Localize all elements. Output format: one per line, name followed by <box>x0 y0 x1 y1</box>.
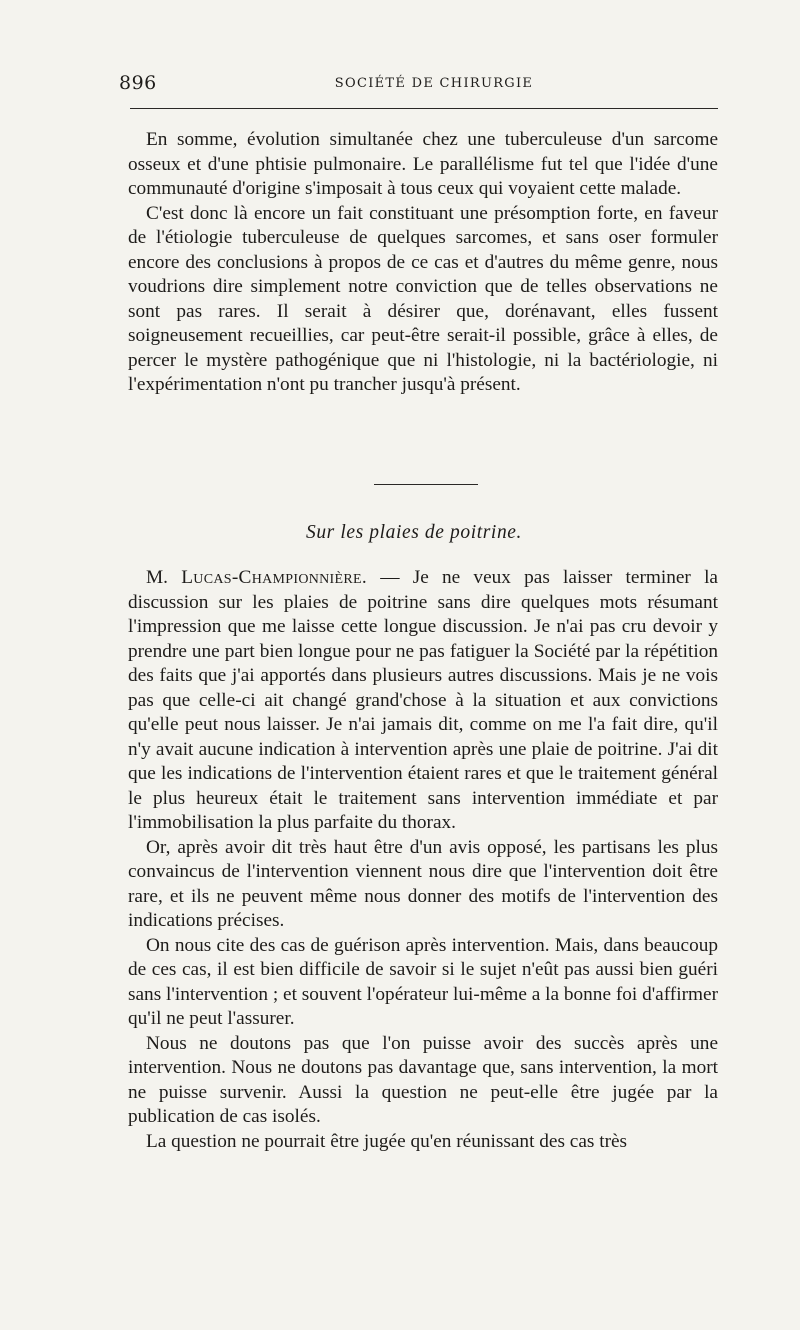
page-number: 896 <box>119 72 157 94</box>
section-separator <box>374 484 478 485</box>
speaker-statement: — Je ne veux pas laisser terminer la discussion sur les plaies de poitrine sans dire quelques mots résumant l'impression que me laisse cette longue discussion. Je n'ai pas cru devoir y prendre une part bien longue pour ne pas fatiguer la Société par la répétition des faits que j'ai apportés dans plusieurs autres discussions. Mais je ne vois pas que celle-ci ait changé grand'chose à la situation et aux convictions qu'elle peut nous laisser. Je n'ai jamais dit, comme on me l'a fait dire, qu'il n'y avait aucune indication à intervention après une plaie de poitrine. J'ai dit que les indications de l'intervention étaient rares et que le traitement général le plus heureux était le traitement sans intervention immédiate et par l'immobilisation la plus parfaite du thorax. <box>128 567 718 833</box>
text-block-plaies-de-poitrine <box>128 566 718 1154</box>
paragraph: On nous cite des cas de guérison après intervention. Mais, dans beaucoup de ces cas, il est bien difficile de savoir si le sujet n'eût pas aussi bien guéri sans l'intervention ; et souvent l'opérateur lui-même a la bonne foi d'affirmer qu'il ne peut l'assurer. <box>128 934 718 1029</box>
speaker-prefix: M. <box>146 567 182 588</box>
paragraph-speaker <box>128 566 718 836</box>
running-title: SOCIÉTÉ DE CHIRURGIE <box>334 76 534 91</box>
text-block-sarcome <box>128 128 718 398</box>
header-rule <box>130 108 718 109</box>
speaker-name: Lucas-Championnière. <box>181 567 367 588</box>
paragraph: La question ne pourrait être jugée qu'en réunissant des cas très <box>146 1130 628 1152</box>
paragraph: Or, après avoir dit très haut être d'un avis opposé, les partisans les plus convaincus de l'intervention viennent nous dire que l'intervention doit être rare, et ils ne peuvent même nous donner des motifs de l'intervention des indications précises. <box>128 836 718 931</box>
page-header <box>119 72 719 96</box>
section-title: Sur les plaies de poitrine. <box>305 522 523 543</box>
paragraph: C'est donc là encore un fait constituant une présomption forte, en faveur de l'étiologie tuberculeuse de quelques sarcomes, et sans oser formuler encore des conclusions à propos de ce cas et d'autres du même genre, nous voudrions dire simplement notre conviction que de telles observations ne sont pas rares. Il serait à désirer que, dorénavant, elles fussent soigneusement recueillies, car peut-être serait-il possible, grâce à elles, de percer le mystère pathogénique que ni l'histologie, ni la bactériologie, ni l'expérimentation n'ont pu trancher jusqu'à présent. <box>128 202 718 395</box>
paragraph: En somme, évolution simultanée chez une tuberculeuse d'un sarcome osseux et d'une phtisie pulmonaire. Le parallélisme fut tel que l'idée d'une communauté d'origine s'imposait à tous ceux qui voyaient cette malade. <box>128 129 718 199</box>
paragraph: Nous ne doutons pas que l'on puisse avoir des succès après une intervention. Nous ne doutons pas davantage que, sans intervention, la mort ne puisse survenir. Aussi la question ne peut-elle être jugée par la publication de cas isolés. <box>128 1032 718 1127</box>
